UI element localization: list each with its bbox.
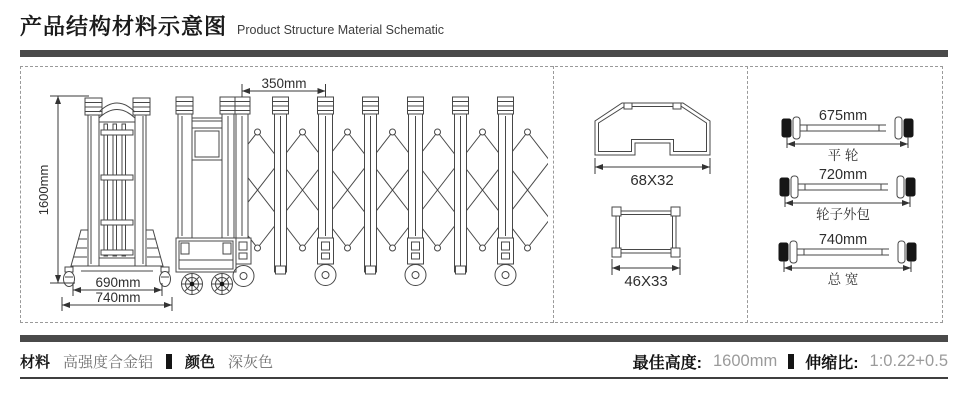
page-header (20, 10, 444, 41)
axle-wheel-outer (780, 167, 915, 222)
control-box (192, 128, 222, 160)
wheel-block-icon (907, 243, 916, 261)
post-base-flare-left (71, 230, 88, 266)
wheel-block-icon (904, 119, 913, 137)
header-divider-bar (20, 50, 948, 57)
page-subtitle: Product Structure Material Schematic (237, 23, 445, 37)
drive-wheel-left (182, 274, 203, 295)
profile-46x33 (612, 207, 680, 257)
gate-post-front-view (25, 78, 190, 318)
post-right-column (135, 114, 146, 266)
drive-post-caps (176, 97, 250, 114)
ratio-label: 伸缩比: (805, 354, 859, 372)
post-left-column (88, 114, 99, 266)
wheel-block-icon (906, 178, 915, 196)
drive-wheel-right (212, 274, 233, 295)
dim-68x32 (595, 158, 710, 189)
axle-flat-wheel (782, 108, 913, 163)
page-title: 产品结构材料示意图 (20, 14, 228, 39)
svg-text:740mm: 740mm (818, 232, 868, 248)
main-uprights (315, 114, 516, 286)
size-specs (440, 349, 948, 373)
wheel-block-icon (782, 119, 791, 137)
svg-text:68X32: 68X32 (630, 172, 674, 189)
separator-bar (788, 354, 794, 369)
material-label: 材料 (20, 353, 51, 371)
material-value: 高强度合金铝 (63, 353, 154, 371)
profile-sections (560, 95, 740, 300)
retractable-gate-side-view (172, 78, 550, 308)
post-arch (99, 103, 135, 118)
color-label: 颜色 (185, 353, 216, 371)
svg-text:总 宽: 总 宽 (827, 272, 859, 287)
wheel-block-icon (780, 178, 789, 196)
color-value: 深灰色 (228, 353, 274, 371)
dim-46x33 (612, 259, 680, 290)
post-wheel-right (160, 267, 171, 287)
wheel-block-icon (779, 243, 788, 261)
axle-total-width (779, 232, 916, 287)
panel-divider-2 (747, 66, 748, 323)
material-specs (20, 349, 273, 373)
best-height-label: 最佳高度: (632, 354, 702, 372)
upright-caps (273, 97, 514, 114)
svg-text:1600mm: 1600mm (36, 164, 51, 216)
separator-bar (166, 354, 172, 369)
post-cap-right (133, 98, 150, 115)
ratio-value: 1:0.22+0.5 (869, 351, 948, 370)
svg-text:740mm: 740mm (95, 290, 141, 305)
panel-divider-1 (553, 66, 554, 323)
profile-68x32 (595, 103, 710, 155)
wheel-axle-diagrams (755, 95, 940, 300)
dim-width-740 (62, 290, 172, 311)
svg-text:46X33: 46X33 (624, 273, 668, 290)
post-cap-left (85, 98, 102, 115)
post-base-flare-right (146, 230, 163, 266)
footer-divider-bar (20, 335, 948, 342)
svg-text:轮子外包: 轮子外包 (816, 207, 870, 222)
bottom-rule (20, 377, 948, 379)
svg-text:690mm: 690mm (95, 275, 141, 290)
best-height-value: 1600mm (713, 351, 778, 370)
svg-text:平 轮: 平 轮 (827, 148, 859, 163)
svg-text:350mm: 350mm (261, 76, 307, 91)
dim-pitch-350 (242, 76, 326, 97)
post-grille (99, 122, 135, 258)
svg-text:720mm: 720mm (818, 167, 868, 183)
svg-text:675mm: 675mm (818, 108, 868, 124)
drive-unit (176, 97, 254, 295)
